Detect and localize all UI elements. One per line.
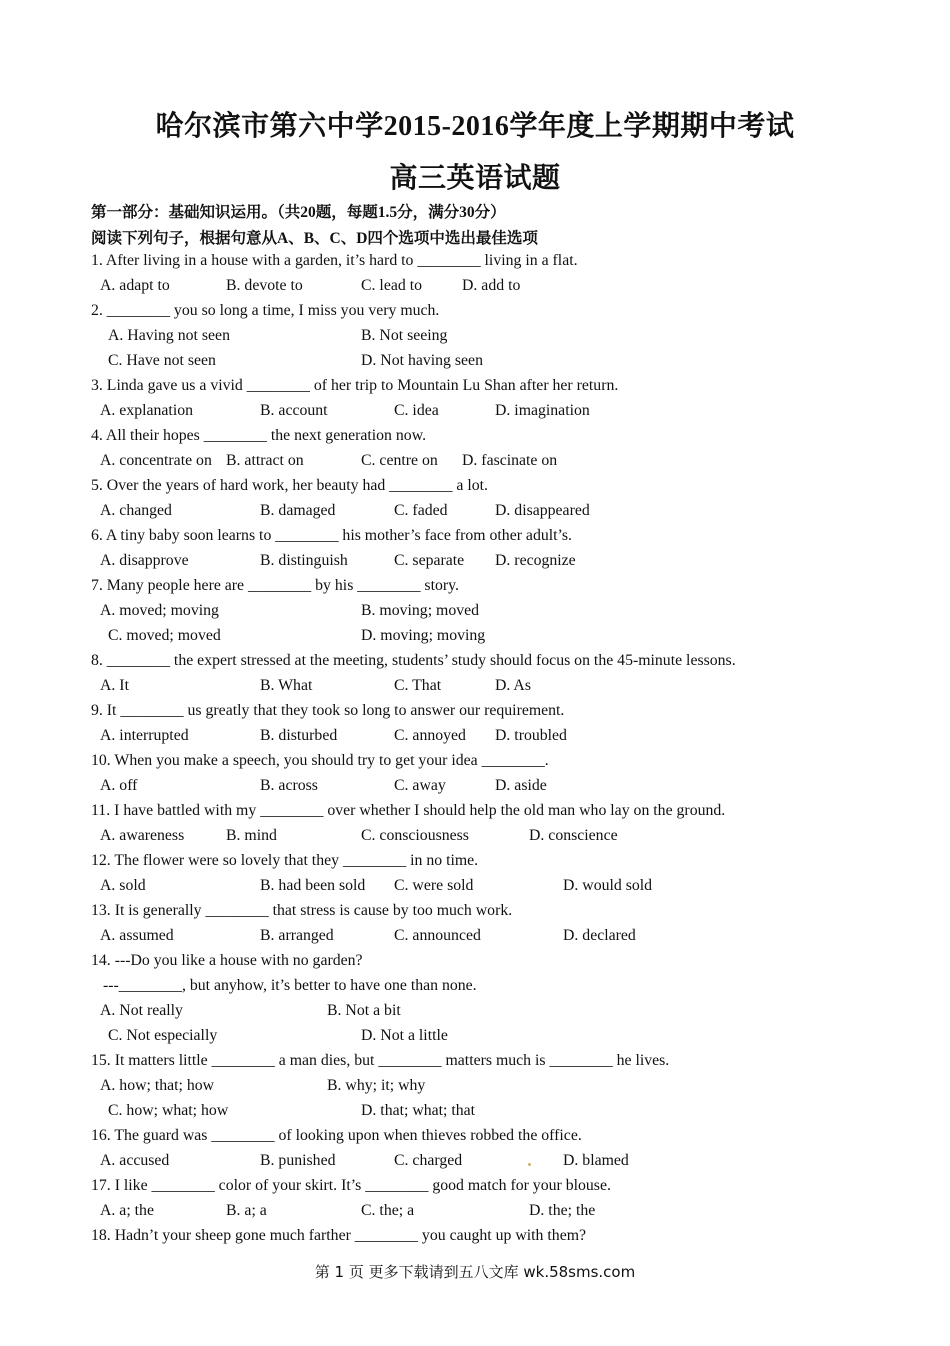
q13-option-b: B. arranged [260, 927, 334, 944]
q5-option-a: A. changed [100, 502, 172, 519]
q11-option-d: D. conscience [529, 827, 618, 844]
q5-option-c: C. faded [394, 502, 448, 519]
section-heading: 第一部分：基础知识运用。（共20题，每题1.5分，满分30分） [91, 204, 506, 221]
q16-option-c: C. charged [394, 1152, 463, 1169]
question-9-stem: 9. It ________ us greatly that they took so long to answer our requirement. [91, 702, 565, 719]
q3-option-d: D. imagination [495, 402, 590, 419]
q14-option-c: C. Not especially [108, 1027, 218, 1044]
page-footer: 第 1 页 更多下载请到五八文库 wk.58sms.com [314, 1263, 636, 1281]
q12-option-a: A. sold [100, 877, 146, 894]
stray-mark [528, 1163, 531, 1166]
question-1-stem: 1. After living in a house with a garden, it’s hard to ________ living in a flat. [91, 252, 578, 269]
q1-option-d: D. add to [462, 277, 521, 294]
q9-option-a: A. interrupted [100, 727, 189, 744]
q7-option-b: B. moving; moved [361, 602, 480, 619]
q2-option-b: B. Not seeing [361, 327, 448, 344]
q17-option-d: D. the; the [529, 1202, 596, 1219]
q6-option-d: D. recognize [495, 552, 576, 569]
question-12-stem: 12. The flower were so lovely that they ________ in no time. [91, 852, 479, 869]
q3-option-c: C. idea [394, 402, 439, 419]
q15-option-c: C. how; what; how [108, 1102, 229, 1119]
q4-option-d: D. fascinate on [462, 452, 558, 469]
q13-option-d: D. declared [563, 927, 636, 944]
q4-option-a: A. concentrate on [100, 452, 212, 469]
q11-option-a: A. awareness [100, 827, 185, 844]
q4-option-b: B. attract on [226, 452, 304, 469]
q6-option-b: B. distinguish [260, 552, 348, 569]
question-17-stem: 17. I like ________ color of your skirt. It’s ________ good match for your blouse. [91, 1177, 611, 1194]
q9-option-d: D. troubled [495, 727, 567, 744]
q7-option-c: C. moved; moved [108, 627, 221, 644]
question-4-stem: 4. All their hopes ________ the next generation now. [91, 427, 427, 444]
q12-option-b: B. had been sold [260, 877, 366, 894]
q12-option-d: D. would sold [563, 877, 653, 894]
q8-option-d: D. As [495, 677, 531, 694]
q6-option-a: A. disapprove [100, 552, 189, 569]
q9-option-b: B. disturbed [260, 727, 338, 744]
q3-option-a: A. explanation [100, 402, 193, 419]
q4-option-c: C. centre on [361, 452, 438, 469]
q10-option-c: C. away [394, 777, 446, 794]
exam-title: 哈尔滨市第六中学2015-2016学年度上学期期中考试 [155, 111, 795, 142]
q13-option-a: A. assumed [100, 927, 174, 944]
exam-subtitle: 高三英语试题 [389, 163, 561, 194]
question-7-stem: 7. Many people here are ________ by his ________ story. [91, 577, 459, 594]
q1-option-c: C. lead to [361, 277, 422, 294]
q3-option-b: B. account [260, 402, 328, 419]
q6-option-c: C. separate [394, 552, 465, 569]
q14-option-a: A. Not really [100, 1002, 183, 1019]
question-3-stem: 3. Linda gave us a vivid ________ of her trip to Mountain Lu Shan after her return. [91, 377, 619, 394]
q8-option-b: B. What [260, 677, 313, 694]
q14-option-d: D. Not a little [361, 1027, 448, 1044]
q12-option-c: C. were sold [394, 877, 474, 894]
q17-option-a: A. a; the [100, 1202, 154, 1219]
question-15-stem: 15. It matters little ________ a man dies, but ________ matters much is ________ he lives. [91, 1052, 670, 1069]
q10-option-d: D. aside [495, 777, 547, 794]
question-14-response: ---________, but anyhow, it’s better to have one than none. [103, 977, 477, 994]
question-5-stem: 5. Over the years of hard work, her beauty had ________ a lot. [91, 477, 488, 494]
q14-option-b: B. Not a bit [327, 1002, 401, 1019]
q5-option-d: D. disappeared [495, 502, 590, 519]
q16-option-a: A. accused [100, 1152, 170, 1169]
q16-option-b: B. punished [260, 1152, 336, 1169]
q9-option-c: C. annoyed [394, 727, 466, 744]
question-2-stem: 2. ________ you so long a time, I miss you very much. [91, 302, 440, 319]
q1-option-b: B. devote to [226, 277, 303, 294]
q10-option-a: A. off [100, 777, 138, 794]
q2-option-a: A. Having not seen [108, 327, 230, 344]
q8-option-a: A. It [100, 677, 129, 694]
instructions: 阅读下列句子，根据句意从A、B、C、D四个选项中选出最佳选项 [91, 230, 538, 247]
q7-option-d: D. moving; moving [361, 627, 486, 644]
q7-option-a: A. moved; moving [100, 602, 219, 619]
question-14-stem: 14. ---Do you like a house with no garden? [91, 952, 363, 969]
q15-option-a: A. how; that; how [100, 1077, 215, 1094]
q15-option-b: B. why; it; why [327, 1077, 426, 1094]
question-16-stem: 16. The guard was ________ of looking upon when thieves robbed the office. [91, 1127, 582, 1144]
question-13-stem: 13. It is generally ________ that stress is cause by too much work. [91, 902, 513, 919]
q17-option-c: C. the; a [361, 1202, 415, 1219]
q16-option-d: D. blamed [563, 1152, 629, 1169]
question-8-stem: 8. ________ the expert stressed at the meeting, students’ study should focus on the 45-minute lessons. [91, 652, 736, 669]
q8-option-c: C. That [394, 677, 442, 694]
q2-option-c: C. Have not seen [108, 352, 216, 369]
q13-option-c: C. announced [394, 927, 481, 944]
question-10-stem: 10. When you make a speech, you should try to get your idea ________. [91, 752, 549, 769]
question-11-stem: 11. I have battled with my ________ over whether I should help the old man who lay on the ground. [91, 802, 726, 819]
q15-option-d: D. that; what; that [361, 1102, 476, 1119]
question-18-stem: 18. Hadn’t your sheep gone much farther ________ you caught up with them? [91, 1227, 587, 1244]
q11-option-b: B. mind [226, 827, 277, 844]
q2-option-d: D. Not having seen [361, 352, 483, 369]
q5-option-b: B. damaged [260, 502, 336, 519]
q10-option-b: B. across [260, 777, 318, 794]
q17-option-b: B. a; a [226, 1202, 267, 1219]
question-6-stem: 6. A tiny baby soon learns to ________ his mother’s face from other adult’s. [91, 527, 573, 544]
q11-option-c: C. consciousness [361, 827, 469, 844]
q1-option-a: A. adapt to [100, 277, 170, 294]
